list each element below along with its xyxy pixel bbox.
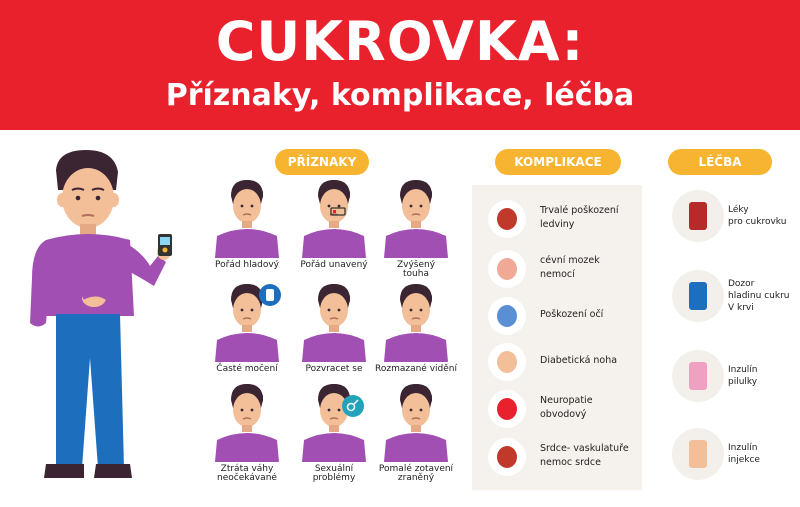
toilet-icon	[259, 284, 283, 308]
page-title: CUKROVKA:	[215, 10, 585, 73]
symptom-figure-icon	[294, 380, 374, 462]
symptom-slow-healing	[376, 380, 456, 483]
pills-icon	[672, 350, 724, 402]
complication-label: cévní mozek	[540, 255, 600, 266]
symptom-figure-icon	[207, 176, 287, 258]
treatment-label: Inzulín	[728, 365, 758, 375]
kidney-icon	[488, 200, 526, 238]
symptom-label-line2: problémy	[312, 473, 356, 483]
symptom-label: Ztráta váhy	[220, 464, 274, 474]
complication-label: Neuropatie	[540, 395, 593, 406]
treatment-label: V krvi	[728, 303, 754, 313]
symptom-label: Rozmazané vidění	[375, 364, 457, 374]
complication-label-line2: nemocí	[540, 269, 575, 280]
treatment-label: pilulky	[728, 377, 758, 387]
symptom-label: Pořád hladový	[215, 260, 279, 270]
heart-icon	[488, 438, 526, 476]
complication-label: Trvalé poškození	[540, 205, 619, 216]
complication-label-line2: ledviny	[540, 219, 575, 230]
male-symbol-icon	[342, 395, 366, 419]
symptom-hungry	[207, 176, 287, 276]
treatment-label: Inzulín	[728, 443, 758, 453]
foot-icon	[488, 343, 526, 381]
eye-icon	[488, 297, 526, 335]
symptom-label: Zvýšený	[396, 260, 436, 270]
symptom-thirsty	[376, 176, 456, 279]
symptoms-section-header: PŘÍZNAKY	[275, 149, 369, 175]
treatment-label: Léky	[728, 205, 749, 215]
complication-label-line2: nemoc srdce	[540, 457, 601, 468]
symptom-blurred-vision	[376, 280, 456, 380]
symptom-label-line2: neočekávané	[217, 473, 277, 483]
man-with-glucometer-illustration	[18, 148, 188, 493]
symptom-figure-icon	[376, 176, 456, 258]
treatment-label: injekce	[728, 455, 760, 465]
header-banner	[0, 0, 800, 130]
symptom-label: Pořád unavený	[300, 260, 368, 270]
treatment-label: Dozor	[728, 279, 755, 289]
glucose-monitor-icon	[672, 270, 724, 322]
symptom-weight-loss	[207, 380, 287, 483]
symptom-figure-icon	[207, 380, 287, 462]
symptom-label: Pomalé zotavení	[378, 464, 454, 474]
complication-label-line2: obvodový	[540, 409, 587, 420]
complication-label: Poškození očí	[540, 309, 604, 320]
syringe-icon	[672, 428, 724, 480]
treatment-section-header: LÉČBA	[668, 149, 772, 175]
complication-label: Diabetická noha	[540, 355, 618, 366]
brain-icon	[488, 250, 526, 288]
symptom-label: Sexuální	[314, 464, 354, 474]
complications-section-header: KOMPLIKACE	[495, 149, 621, 175]
symptom-label: Pozvracet se	[305, 364, 363, 374]
symptom-label-line2: zraněný	[397, 473, 435, 483]
neuron-icon	[488, 390, 526, 428]
symptom-label: Časté močení	[216, 364, 278, 374]
page-subtitle: Příznaky, komplikace, léčba	[165, 78, 635, 113]
symptom-vomiting	[294, 280, 374, 380]
symptom-figure-icon	[376, 380, 456, 462]
symptom-figure-icon	[294, 280, 374, 362]
treatment-label: pro cukrovku	[728, 217, 787, 227]
symptom-figure-icon	[376, 280, 456, 362]
treatment-label: hladinu cukru	[728, 291, 790, 301]
medicine-bottle-icon	[672, 190, 724, 242]
complication-label: Srdce- vaskulatuře	[540, 443, 629, 454]
low-battery-icon	[329, 206, 353, 230]
symptom-label-line2: touha	[403, 269, 429, 279]
